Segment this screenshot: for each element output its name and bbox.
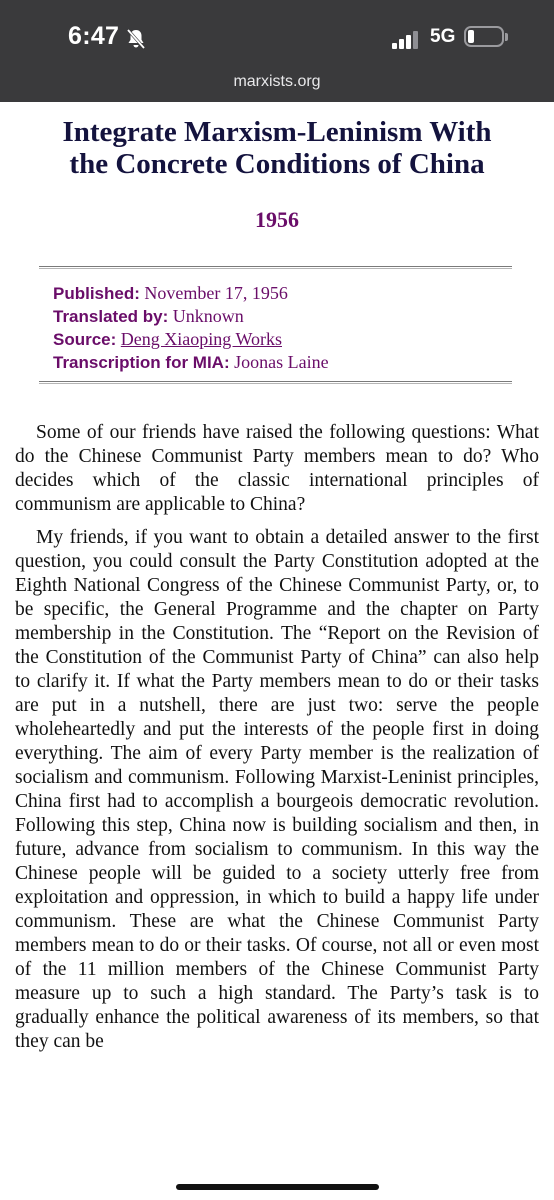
status-time: 6:47 [68, 22, 120, 50]
info-bottom-divider [39, 381, 512, 384]
source-link[interactable]: Deng Xiaoping Works [120, 329, 282, 349]
bell-muted-icon [126, 28, 146, 50]
home-indicator[interactable] [176, 1184, 379, 1190]
info-block [53, 282, 329, 374]
published-label: Published: [53, 284, 140, 303]
info-top-divider [39, 266, 512, 269]
article-year: 1956 [255, 207, 299, 232]
published-row [53, 282, 329, 305]
translated-row [53, 305, 329, 328]
published-value: November 17, 1956 [144, 283, 288, 303]
network-label: 5G [430, 26, 456, 47]
paragraph-2: My friends, if you want to obtain a detailed answer to the first question, you could consult the Party Constitution adopted at the Eighth National Congress of the Chinese Communist Party, or, to be specific, the General Programme and the chapter on Party membership in the Constitution. The “Report on the Revision of the Constitution of the Communist Party of China” can also help to clarify it. If what the Party members mean to do or their tasks are put in a nutshell, there are just two: serve the people wholeheartedly and put the interests of the people first in doing everything. The aim of every Party member is the realization of socialism and communism. Following Marxist-Leninist principles, China first had to accomplish a bourgeois democratic revolution. Following this step, China now is building socialism and then, in future, advance from socialism to communism. In this way the Chinese people will be guided to a society utterly free from exploitation and oppression, in which to build a happy life under communism. These are what the Chinese Communist Party members mean to do or their tasks. Of course, not all or even most of the 11 million members of the Chinese Communist Party measure up to such a high standard. The Party’s task is to gradually enhance the political awareness of its members, so that they can be [15, 527, 539, 1052]
paragraph-1: Some of our friends have raised the following questions: What do the Chinese Communist Party members mean to do? Who decides which of the classic international principles of communism are applicable to China? [15, 422, 539, 515]
title-line-2: the Concrete Conditions of China [69, 148, 485, 180]
address-bar[interactable]: marxists.org [233, 73, 321, 90]
signal-icon [392, 29, 420, 49]
source-label: Source: [53, 330, 117, 349]
browser-chrome [0, 0, 554, 102]
transcription-value: Joonas Laine [234, 352, 329, 372]
title-line-1: Integrate Marxism-Leninism With [62, 116, 492, 148]
battery-icon [464, 26, 504, 47]
source-row [53, 328, 329, 351]
translated-label: Translated by: [53, 307, 169, 326]
article-body [15, 421, 539, 1063]
translated-value: Unknown [172, 306, 244, 326]
transcription-row [53, 351, 329, 374]
transcription-label: Transcription for MIA: [53, 353, 230, 372]
page-title [0, 116, 554, 180]
battery-tip [505, 33, 508, 41]
